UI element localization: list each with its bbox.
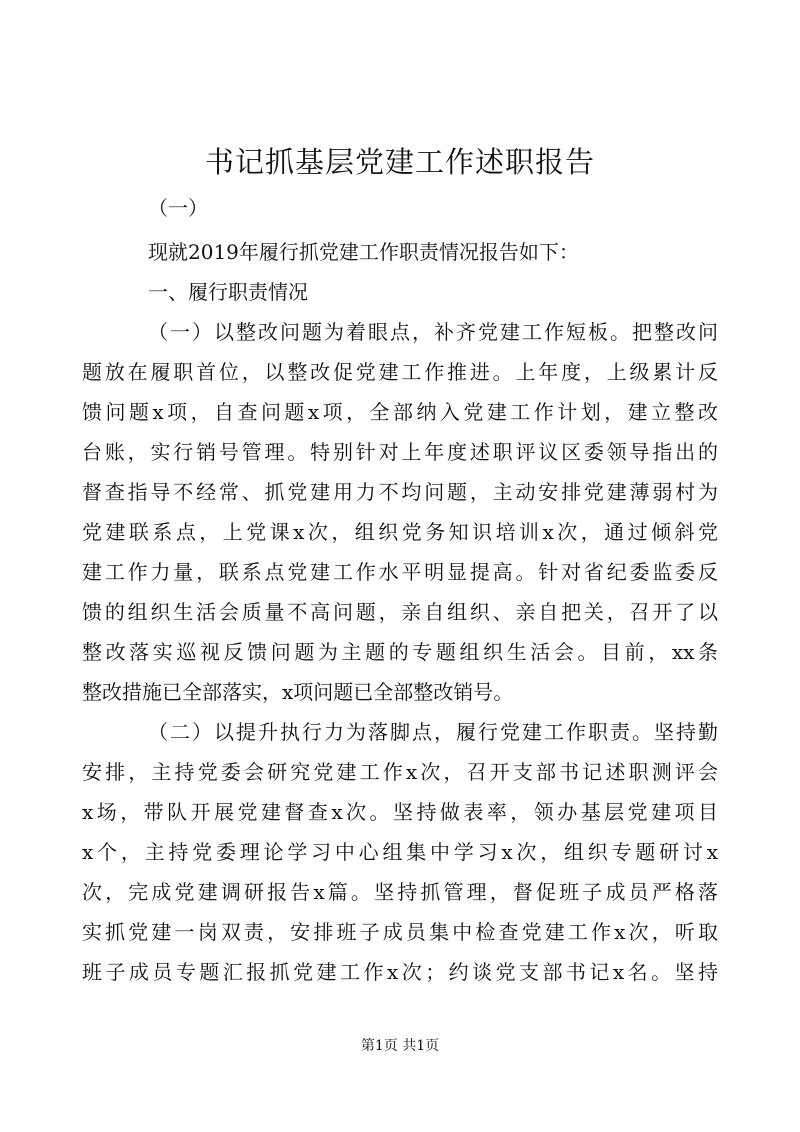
paragraph-line: 党建联系点，上党课x次，组织党务知识培训x次，通过倾斜党	[82, 520, 718, 544]
paragraph-line: 建工作力量，联系点党建工作水平明显提高。针对省纪委监委反	[82, 560, 718, 584]
paragraph-line: 整改措施已全部落实，x项问题已全部整改销号。	[82, 680, 514, 704]
intro-text: 现就2019年履行抓党建工作职责情况报告如下：	[148, 240, 579, 264]
paragraph-line: 馈问题x项，自查问题x项，全部纳入党建工作计划，建立整改	[82, 400, 718, 424]
paragraph-line: 安排，主持党委会研究党建工作x次，召开支部书记述职测评会	[82, 760, 718, 784]
paragraph-line: 题放在履职首位，以整改促党建工作推进。上年度，上级累计反	[82, 360, 718, 384]
paragraph-line: 馈的组织生活会质量不高问题，亲自组织、亲自把关，召开了以	[82, 600, 718, 624]
paragraph-line: 台账，实行销号管理。特别针对上年度述职评议区委领导指出的	[82, 440, 718, 464]
paragraph-line: x个，主持党委理论学习中心组集中学习x次，组织专题研讨x	[82, 840, 718, 864]
page-footer: 第1页 共1页	[360, 1038, 440, 1054]
paragraph-line: 督查指导不经常、抓党建用力不均问题，主动安排党建薄弱村为	[82, 480, 718, 504]
paragraph-line: （二）以提升执行力为落脚点，履行党建工作职责。坚持勤	[148, 720, 718, 744]
paragraph-line: （一）以整改问题为着眼点，补齐党建工作短板。把整改问	[148, 320, 718, 344]
paragraph-line: 整改落实巡视反馈问题为主题的专题组织生活会。目前，xx条	[82, 640, 718, 664]
paragraph-line: 次，完成党建调研报告x篇。坚持抓管理，督促班子成员严格落	[82, 880, 718, 904]
section-heading: 一、履行职责情况	[148, 280, 308, 304]
document-title: 书记抓基层党建工作述职报告	[204, 145, 595, 179]
paragraph-line: 班子成员专题汇报抓党建工作x次；约谈党支部书记x名。坚持	[82, 960, 718, 984]
paragraph-line: x场，带队开展党建督查x次。坚持做表率，领办基层党建项目	[82, 800, 718, 824]
paragraph-line: 实抓党建一岗双责，安排班子成员集中检查党建工作x次，听取	[82, 920, 718, 944]
subtitle: （一）	[148, 196, 208, 220]
